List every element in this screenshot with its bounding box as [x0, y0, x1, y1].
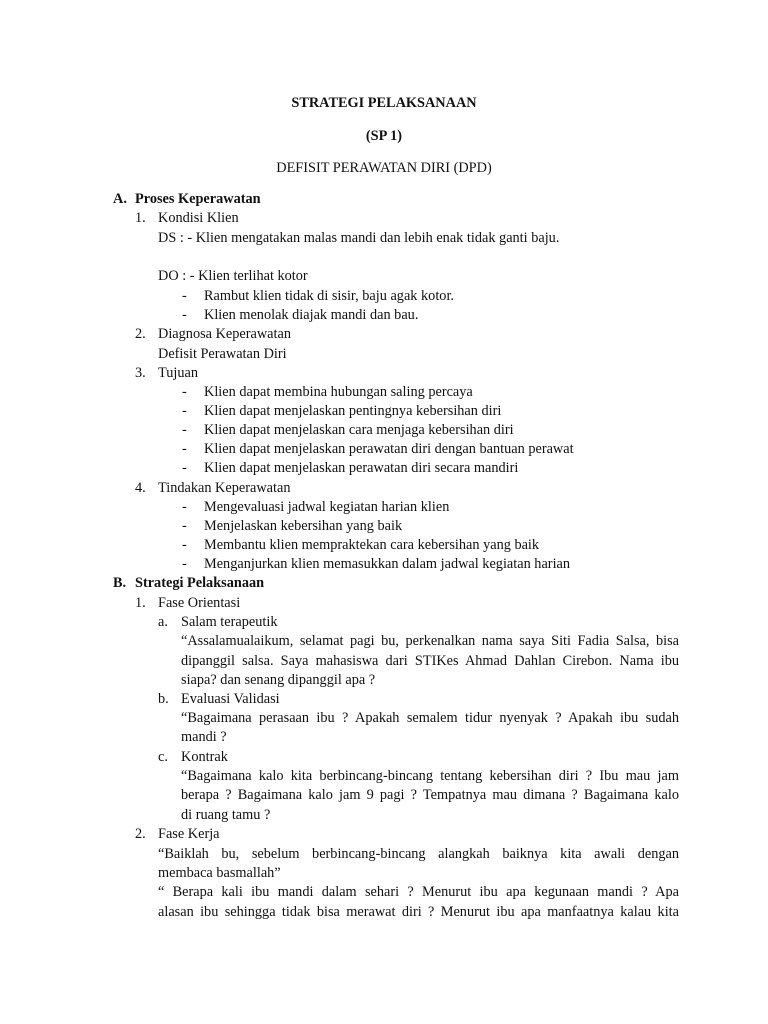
list-item: Rambut klien tidak di sisir, baju agak kotor.	[204, 288, 454, 304]
paragraph-line: “Bagaimana kalo kita berbincang-bincang tentang kebersihan diri ? Ibu mau jam	[181, 768, 679, 784]
bullet-dash: -	[182, 288, 187, 304]
list-item: Mengevaluasi jadwal kegiatan harian klien	[204, 499, 450, 515]
document-title: STRATEGI PELAKSANAAN	[291, 95, 477, 111]
diagnosis-title: DEFISIT PERAWATAN DIRI (DPD)	[276, 160, 492, 176]
paragraph-line: alasan ibu sehingga tidak bisa merawat diri ? Menurut ibu apa manfaatnya kalau kita	[158, 904, 679, 920]
diagnosa-text: Defisit Perawatan Diri	[158, 346, 287, 362]
paragraph-line: membaca basmallah”	[158, 865, 281, 881]
bullet-dash: -	[182, 384, 187, 400]
list-number: 3.	[135, 365, 146, 381]
data-subjektif: DS : - Klien mengatakan malas mandi dan lebih enak tidak ganti baju.	[158, 230, 560, 246]
list-item: Klien dapat menjelaskan pentingnya kebersihan diri	[204, 403, 502, 419]
paragraph-line: mandi ?	[181, 729, 227, 745]
list-item: Menjelaskan kebersihan yang baik	[204, 518, 403, 534]
fase-kerja-label: Fase Kerja	[158, 826, 220, 842]
sub-letter: b.	[158, 691, 169, 707]
sub-letter: c.	[158, 749, 168, 765]
list-item: Klien dapat menjelaskan cara menjaga kebersihan diri	[204, 422, 514, 438]
section-b-heading: Strategi Pelaksanaan	[135, 575, 265, 591]
bullet-dash: -	[182, 403, 187, 419]
data-objektif: DO : - Klien terlihat kotor	[158, 268, 308, 284]
paragraph-line: dipanggil salsa. Saya mahasiswa dari STIKes Ahmad Dahlan Cirebon. Nama ibu	[181, 653, 679, 669]
diagnosa-label: Diagnosa Keperawatan	[158, 326, 291, 342]
evaluasi-validasi-label: Evaluasi Validasi	[181, 691, 280, 707]
list-item: Klien dapat menjelaskan perawatan diri secara mandiri	[204, 460, 519, 476]
bullet-dash: -	[182, 307, 187, 323]
list-number: 2.	[135, 826, 146, 842]
section-a-letter: A.	[113, 191, 127, 207]
section-a-heading: Proses Keperawatan	[135, 191, 261, 207]
bullet-dash: -	[182, 518, 187, 534]
list-item: Menganjurkan klien memasukkan dalam jadwal kegiatan harian	[204, 556, 571, 572]
paragraph-line: “Baiklah bu, sebelum berbincang-bincang alangkah baiknya kita awali dengan	[158, 846, 679, 862]
list-item: Membantu klien mempraktekan cara kebersihan yang baik	[204, 537, 540, 553]
paragraph-line: siapa? dan senang dipanggil apa ?	[181, 672, 376, 688]
bullet-dash: -	[182, 499, 187, 515]
list-number: 1.	[135, 595, 146, 611]
bullet-dash: -	[182, 441, 187, 457]
kondisi-klien-label: Kondisi Klien	[158, 210, 239, 226]
bullet-dash: -	[182, 460, 187, 476]
fase-orientasi-label: Fase Orientasi	[158, 595, 241, 611]
list-item: Klien dapat membina hubungan saling percaya	[204, 384, 473, 400]
list-number: 2.	[135, 326, 146, 342]
list-item: Klien menolak diajak mandi dan bau.	[204, 307, 419, 323]
list-number: 4.	[135, 480, 146, 496]
tujuan-label: Tujuan	[158, 365, 198, 381]
paragraph-line: “Assalamualaikum, selamat pagi bu, perkenalkan nama saya Siti Fadia Salsa, bisa	[181, 633, 679, 649]
tindakan-label: Tindakan Keperawatan	[158, 480, 291, 496]
bullet-dash: -	[182, 556, 187, 572]
paragraph-line: di ruang tamu ?	[181, 807, 271, 823]
kontrak-label: Kontrak	[181, 749, 228, 765]
bullet-dash: -	[182, 422, 187, 438]
salam-terapeutik-label: Salam terapeutik	[181, 614, 278, 630]
document-subtitle: (SP 1)	[365, 128, 403, 144]
sub-letter: a.	[158, 614, 168, 630]
list-item: Klien dapat menjelaskan perawatan diri dengan bantuan perawat	[204, 441, 574, 457]
list-number: 1.	[135, 210, 146, 226]
section-b-letter: B.	[113, 575, 127, 591]
paragraph-line: “ Berapa kali ibu mandi dalam sehari ? Menurut ibu apa kegunaan mandi ? Apa	[158, 884, 679, 900]
paragraph-line: berapa ? Bagaimana kalo jam 9 pagi ? Tempatnya mau dimana ? Bagaimana kalo	[181, 787, 679, 803]
bullet-dash: -	[182, 537, 187, 553]
paragraph-line: “Bagaimana perasaan ibu ? Apakah semalem tidur nyenyak ? Apakah ibu sudah	[181, 710, 679, 726]
